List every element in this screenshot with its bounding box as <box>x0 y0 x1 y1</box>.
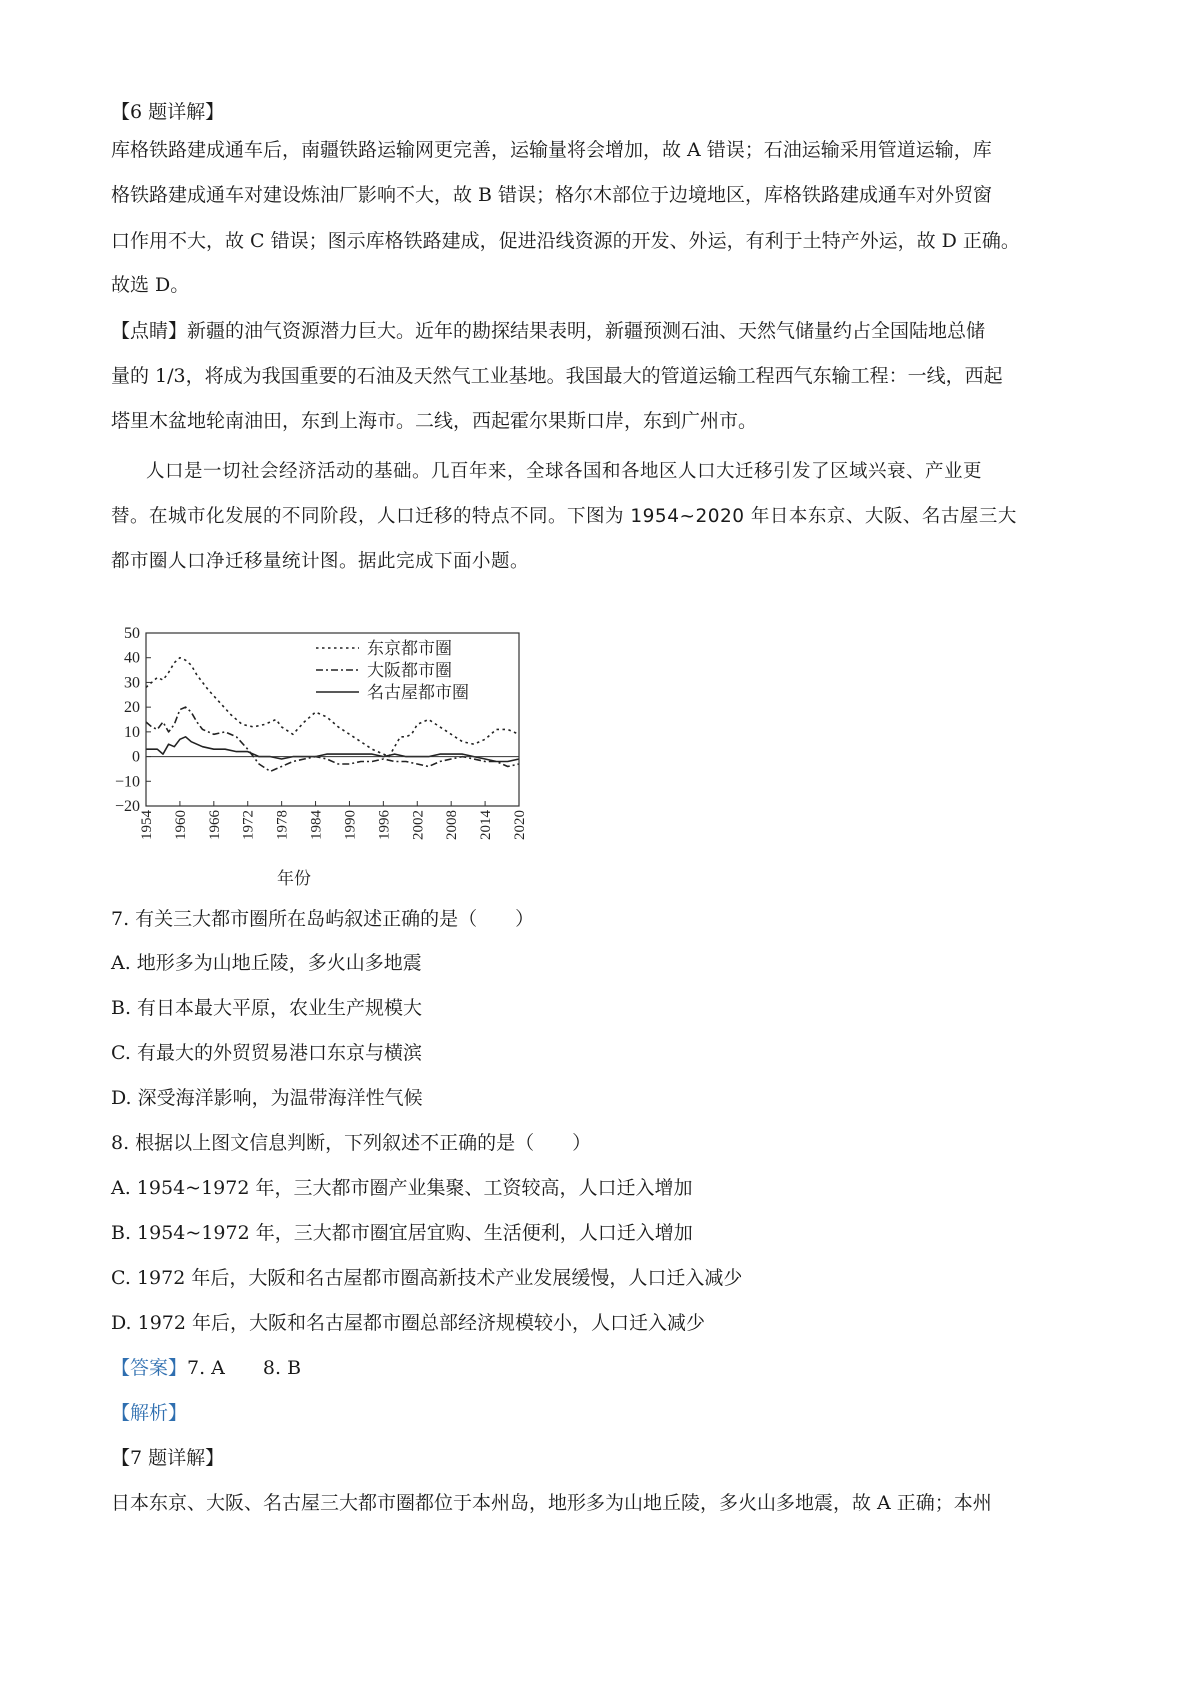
y-tick-label: 10 <box>124 723 140 741</box>
y-tick-label: 30 <box>124 674 140 692</box>
y-tick-label: −20 <box>114 798 140 815</box>
q6-detail-line-2: 格铁路建成通车对建设炼油厂影响不大，故 B 错误；格尔木部位于边境地区，库格铁路建成通车对外贸窗 <box>111 184 993 206</box>
question-7-option-b: B. 有日本最大平原，农业生产规模大 <box>111 997 423 1019</box>
plot-frame <box>146 633 519 806</box>
q7-detail-heading: 【7 题详解】 <box>111 1447 225 1469</box>
x-tick-label: 1960 <box>172 810 189 840</box>
x-tick-label: 2014 <box>478 810 495 840</box>
x-axis-label: 年份 <box>277 869 311 888</box>
x-tick-label: 2002 <box>410 810 427 840</box>
y-tick-label: −10 <box>114 773 140 791</box>
question-8-option-c: C. 1972 年后，大阪和名古屋都市圈高新技术产业发展缓慢，人口迁入减少 <box>111 1267 743 1289</box>
y-tick-label: 0 <box>132 748 140 766</box>
x-tick-label: 2008 <box>444 810 461 840</box>
answer-line <box>111 1355 301 1382</box>
y-tick-label: 40 <box>124 649 140 667</box>
x-tick-label: 1966 <box>206 810 223 840</box>
x-tick-label: 2020 <box>512 810 528 840</box>
q6-detail-heading: 【6 题详解】 <box>111 101 225 123</box>
q6-detail-line-4: 故选 D。 <box>111 274 190 296</box>
question-8-stem: 8. 根据以上图文信息判断，下列叙述不正确的是（ ） <box>111 1132 592 1154</box>
dianjing-line-3: 塔里木盆地轮南油田，东到上海市。二线，西起霍尔果斯口岸，东到广州市。 <box>111 410 758 432</box>
question-8-option-d: D. 1972 年后，大阪和名古屋都市圈总部经济规模较小，人口迁入减少 <box>111 1312 706 1334</box>
question-8-option-a: A. 1954~1972 年，三大都市圈产业集聚、工资较高，人口迁入增加 <box>111 1177 693 1199</box>
question-7-stem: 7. 有关三大都市圈所在岛屿叙述正确的是（ ） <box>111 908 535 930</box>
series-line-2 <box>146 707 519 771</box>
answer-label: 【答案】 <box>111 1357 188 1379</box>
passage-line-2: 替。在城市化发展的不同阶段，人口迁移的特点不同。下图为 1954~2020 年日本东京、大阪、名古屋三大 <box>111 506 1017 527</box>
question-8-option-b: B. 1954~1972 年，三大都市圈宜居宜购、生活便利，人口迁入增加 <box>111 1222 693 1244</box>
y-tick-label: 20 <box>124 699 140 717</box>
question-7-option-a: A. 地形多为山地丘陵，多火山多地震 <box>111 952 422 974</box>
passage-line-1: 人口是一切社会经济活动的基础。几百年来，全球各国和各地区人口大迁移引发了区域兴衰、产业更 <box>146 461 983 482</box>
analysis-label: 【解析】 <box>111 1402 188 1424</box>
x-tick-label: 1972 <box>240 810 257 840</box>
legend-label-3: 名古屋都市圈 <box>367 683 469 702</box>
y-tick-label: 50 <box>124 625 140 642</box>
x-tick-label: 1978 <box>274 810 291 840</box>
series-line-1 <box>146 658 519 757</box>
passage-line-3: 都市圈人口净迁移量统计图。据此完成下面小题。 <box>111 551 530 572</box>
answer-text: 7. A 8. B <box>187 1357 302 1379</box>
x-tick-label: 1996 <box>376 810 393 840</box>
migration-chart <box>111 618 531 890</box>
dianjing-line-2: 量的 1/3，将成为我国重要的石油及天然气工业基地。我国最大的管道运输工程西气东输工程：一线，西起 <box>111 365 1003 387</box>
dianjing-line-1: 【点睛】新疆的油气资源潜力巨大。近年的勘探结果表明，新疆预测石油、天然气储量约占全国陆地总储 <box>111 320 986 342</box>
x-tick-label: 1954 <box>139 810 155 840</box>
x-tick-label: 1984 <box>308 810 325 840</box>
question-7-option-d: D. 深受海洋影响，为温带海洋性气候 <box>111 1087 423 1109</box>
legend-label-1: 东京都市圈 <box>367 639 452 658</box>
series-line-3 <box>146 737 519 762</box>
q6-detail-line-1: 库格铁路建成通车后，南疆铁路运输网更完善，运输量将会增加，故 A 错误；石油运输采用管道运输，库 <box>111 139 992 161</box>
q6-detail-line-3: 口作用不大，故 C 错误；图示库格铁路建成，促进沿线资源的开发、外运，有利于土特产外运，故 D 正确。 <box>111 230 1020 252</box>
migration-chart-svg <box>111 618 531 890</box>
q7-detail-line-1: 日本东京、大阪、名古屋三大都市圈都位于本州岛，地形多为山地丘陵，多火山多地震，故 A 正确；本州 <box>111 1492 992 1514</box>
legend-label-2: 大阪都市圈 <box>367 661 452 680</box>
question-7-option-c: C. 有最大的外贸贸易港口东京与横滨 <box>111 1042 422 1064</box>
x-tick-label: 1990 <box>342 810 359 840</box>
